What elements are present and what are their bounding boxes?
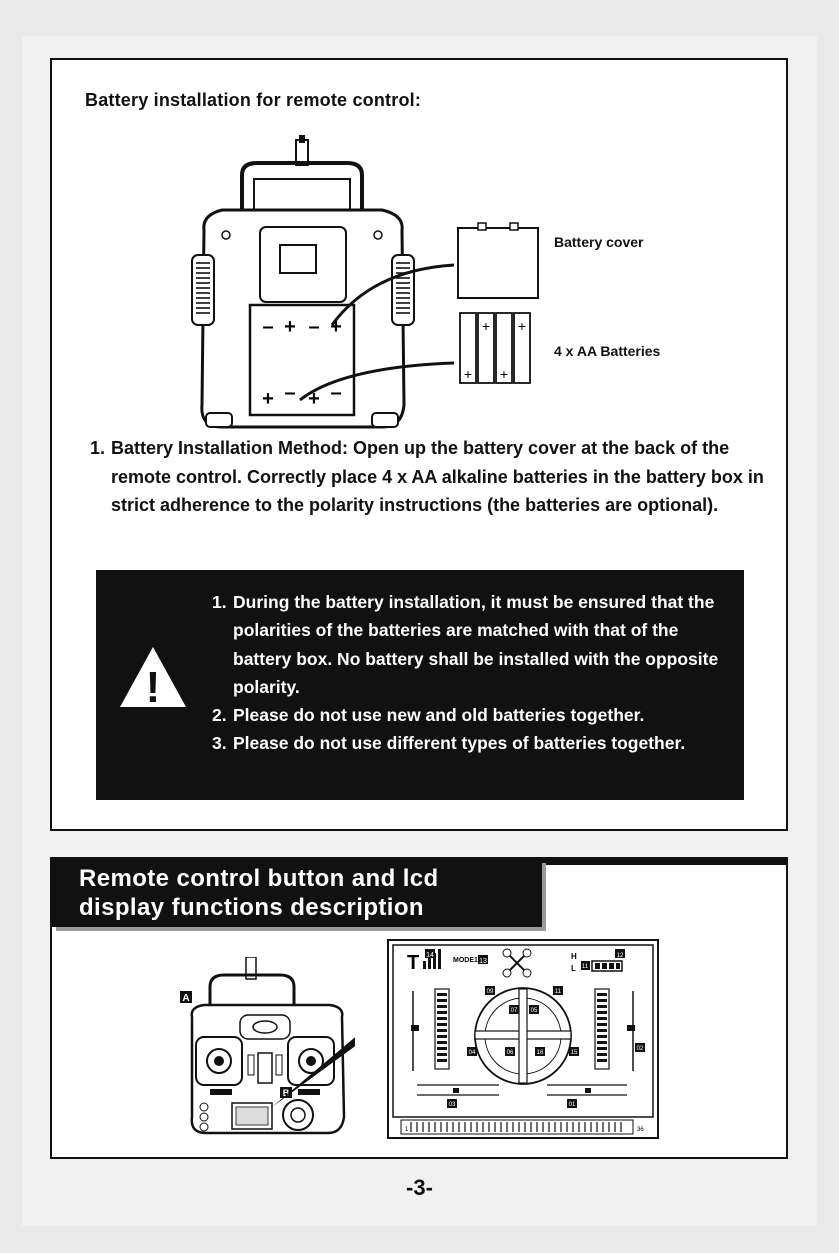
- lcd-num-01: 01: [568, 1102, 576, 1108]
- lcd-num-14: 14: [426, 952, 434, 959]
- remote-battery-diagram: [182, 135, 702, 435]
- method-text: Battery Installation Method: Open up the battery cover at the back of the remote control. Correctly place 4 x AA alkaline batteries in the battery box in strict adherence to the polarity instructions (the batteries are optional).: [111, 438, 764, 515]
- svg-text:+: +: [499, 366, 509, 382]
- lcd-num-06: 06: [506, 1050, 514, 1056]
- lcd-num-09: 09: [486, 989, 494, 995]
- lcd-num-16: 16: [536, 1050, 544, 1056]
- battery-installation-panel: [50, 58, 788, 831]
- lcd-num-13: 13: [479, 958, 487, 965]
- lcd-num-02: 02: [636, 1046, 644, 1052]
- svg-text:–: –: [308, 316, 320, 338]
- svg-text:–: –: [284, 382, 296, 404]
- lcd-scale-end: 36: [637, 1127, 644, 1133]
- warning-item: [212, 729, 732, 757]
- lcd-num-15: 15: [570, 1050, 578, 1056]
- svg-text:+: +: [463, 366, 473, 382]
- remote-control-front-diagram: [180, 957, 355, 1137]
- lcd-display-diagram: [387, 939, 659, 1139]
- svg-text:+: +: [308, 388, 320, 410]
- warning-box: [96, 570, 744, 800]
- svg-text:+: +: [517, 318, 527, 334]
- svg-text:+: +: [262, 388, 274, 410]
- battery-cover-label: Battery cover: [554, 234, 644, 250]
- warning-glyph: !: [145, 663, 161, 709]
- warning-text: Please do not use different types of batteries together.: [233, 733, 686, 754]
- section-heading-line1: Remote control button and lcd: [79, 865, 439, 892]
- warning-number: 1.: [212, 592, 227, 612]
- lcd-scale-start: 1: [405, 1127, 409, 1133]
- warning-list: [212, 588, 732, 758]
- warning-triangle-icon: [118, 645, 188, 709]
- lcd-num-05: 05: [530, 1008, 538, 1014]
- svg-text:+: +: [330, 316, 342, 338]
- warning-item: [212, 701, 732, 729]
- svg-text:+: +: [481, 318, 491, 334]
- lcd-h-text: H: [571, 952, 577, 961]
- section-heading-line2: display functions description: [79, 894, 424, 921]
- lcd-num-11-top: 11: [581, 964, 589, 970]
- section-heading: [52, 859, 542, 927]
- svg-text:–: –: [330, 382, 342, 404]
- lcd-num-11: 11: [554, 989, 562, 995]
- warning-number: 2.: [212, 705, 227, 726]
- lcd-mode-text: MODE1: [453, 957, 478, 964]
- warning-text: Please do not use new and old batteries together.: [233, 705, 645, 726]
- svg-text:+: +: [284, 316, 296, 338]
- method-number: 1.: [90, 438, 106, 458]
- warning-number: 3.: [212, 733, 227, 754]
- installation-method: [90, 434, 780, 520]
- remote-functions-panel: [50, 857, 788, 1159]
- svg-text:–: –: [262, 316, 274, 338]
- page-number: -3-: [406, 1175, 433, 1200]
- lcd-num-12: 12: [616, 953, 624, 959]
- warning-text: During the battery installation, it must be ensured that the polarities of the batteries are matched with that of the battery box. No battery shall be installed with the opposite polarity.: [233, 592, 719, 697]
- warning-item: [212, 588, 732, 701]
- lcd-l-text: L: [571, 964, 576, 973]
- lcd-num-04: 04: [468, 1050, 476, 1056]
- label-b: B: [282, 1088, 290, 1098]
- svg-text:T: T: [407, 952, 420, 974]
- lcd-num-03: 03: [448, 1102, 456, 1108]
- label-a: A: [182, 993, 190, 1004]
- aa-batteries-label: 4 x AA Batteries: [554, 343, 661, 359]
- lcd-num-07: 07: [510, 1008, 518, 1014]
- battery-installation-title: Battery installation for remote control:: [85, 90, 422, 110]
